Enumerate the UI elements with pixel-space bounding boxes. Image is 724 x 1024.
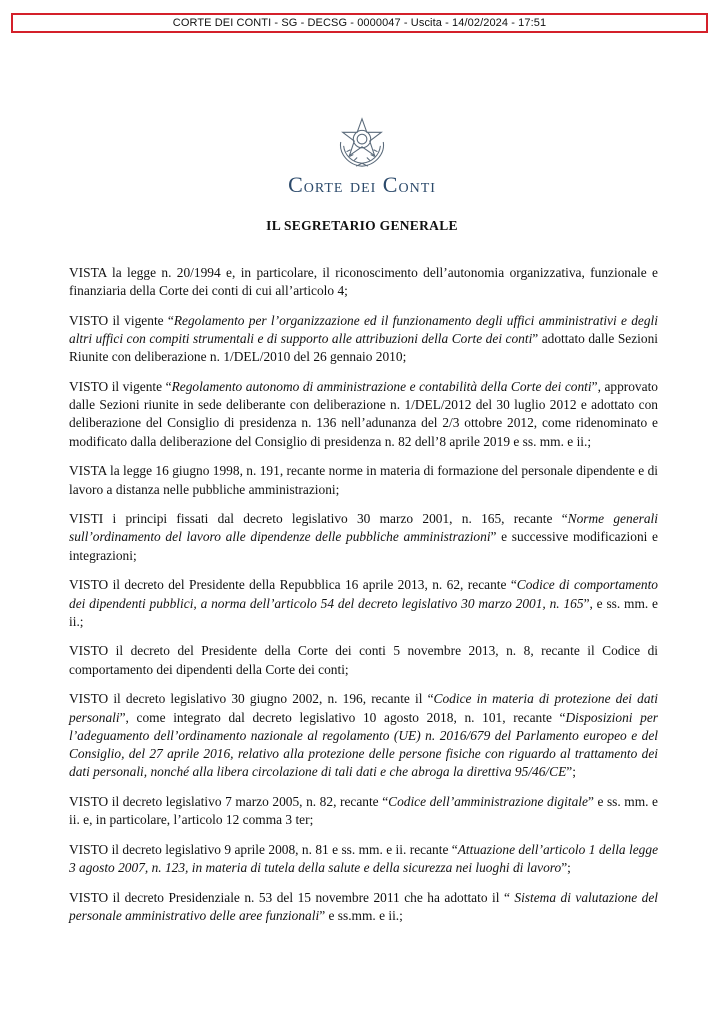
paragraph-2-text-c: ” adottato dalle Sezioni Riunite con deliberazione n. 1/DEL/2010 del 26 gennaio 2010; <box>69 331 659 365</box>
paragraph-11 <box>69 889 658 925</box>
paragraph-4-text: VISTA la legge 16 giugno 1998, n. 191, recante norme in materia di formazione del personale dipendente e di lavoro a distanza nelle pubbliche amministrazioni; <box>69 463 658 497</box>
logo-c2: C <box>382 172 399 197</box>
paragraph-8-text-e: ”; <box>566 764 576 780</box>
paragraph-8-title-2: Disposizioni per l’adeguamento dell’ordinamento nazionale al regolamento (UE) n. 2016/679 del Parlamento europeo e del Consiglio, del 27 aprile 2016, relativo alla protezione delle persone fisiche con riguardo al trattamento dei dati personali, nonché alla libera circolazione di tali dati e che abroga la direttiva 95/46/CE <box>69 709 658 780</box>
paragraph-11-text-c: ” e ss.mm. e ii.; <box>319 907 403 923</box>
paragraph-9-text-c: ” e ss. mm. e ii. e, in particolare, l’articolo 12 comma 3 ter; <box>69 793 658 828</box>
paragraph-9-title: Codice dell’amministrazione digitale <box>388 793 588 809</box>
logo-orte: ORTE <box>303 181 344 196</box>
republic-emblem-icon <box>333 113 391 171</box>
paragraph-6-title: Codice di comportamento dei dipendenti pubblici, a norma dell’articolo 54 del decreto legislativo 30 marzo 2001, n. 165 <box>69 577 658 611</box>
paragraph-3-text-c: ”, approvato dalle Sezioni riunite in sede deliberante con deliberazione n. 1/DEL/2012 del 30 luglio 2012 e adottato con deliberazione del Consiglio di presidenza n. 136 nell’adunanza del 2/3 ottobre 2012, come ridenominato e modificato dalla deliberazione del Consiglio di presidenza n. 82 dell’8 aprile 2019 e ss. mm. e ii.; <box>69 379 658 449</box>
paragraph-10-text-c: ”; <box>561 859 571 875</box>
paragraph-2-title: Regolamento per l’organizzazione ed il funzionamento degli uffici amministrativi e degli altri uffici con compiti strumentali e di supporto alle attribuzioni della Corte dei conti <box>69 312 658 347</box>
paragraph-2-text-a: VISTO il vigente “ <box>69 312 174 328</box>
paragraph-11-title: Sistema di valutazione del personale amministrativo delle aree funzionali <box>69 889 658 923</box>
paragraph-3-title: Regolamento autonomo di amministrazione e contabilità della Corte dei conti <box>171 379 592 395</box>
logo-c1: C <box>288 172 304 197</box>
paragraph-6-text-c: ”, e ss. mm. e ii.; <box>69 595 658 629</box>
paragraph-5 <box>69 510 658 565</box>
paragraph-10 <box>69 841 658 877</box>
paragraph-7 <box>69 642 658 678</box>
paragraph-9 <box>69 793 658 829</box>
paragraph-10-title: Attuazione dell’articolo 1 della legge 3 agosto 2007, n. 123, in materia di tutela della salute e della sicurezza nei luoghi di lavoro <box>69 841 659 875</box>
paragraph-10-text-a: VISTO il decreto legislativo 9 aprile 2008, n. 81 e ss. mm. e ii. recante “ <box>69 841 458 857</box>
paragraph-5-text-c: ” e successive modificazioni e integrazioni; <box>69 529 658 563</box>
paragraph-1-text: VISTA la legge n. 20/1994 e, in particolare, il riconoscimento dell’autonomia organizzativa, funzionale e finanziaria della Corte dei conti di cui all’articolo 4; <box>69 265 658 299</box>
paragraph-9-text-a: VISTO il decreto legislativo 7 marzo 2005, n. 82, recante “ <box>69 793 389 809</box>
paragraph-1 <box>69 264 658 300</box>
paragraph-8-text-a: VISTO il decreto legislativo 30 giugno 2002, n. 196, recante il “ <box>69 691 434 707</box>
corte-dei-conti-logo <box>0 172 724 198</box>
paragraph-3-text-a: VISTO il vigente “ <box>69 379 172 395</box>
protocol-stamp <box>11 13 708 33</box>
paragraph-4 <box>69 462 658 498</box>
paragraph-3 <box>69 378 658 451</box>
logo-onti: ONTI <box>398 181 436 196</box>
paragraph-5-title: Norme generali sull’ordinamento del lavoro alle dipendenze delle pubbliche amministrazioni <box>69 511 658 545</box>
paragraph-5-text-a: VISTI i principi fissati dal decreto legislativo 30 marzo 2001, n. 165, recante “ <box>69 511 568 527</box>
protocol-stamp-text: CORTE DEI CONTI - SG - DECSG - 0000047 - Uscita - 14/02/2024 - 17:51 <box>172 17 547 29</box>
paragraph-8-text-c: ”, come integrato dal decreto legislativo 10 agosto 2018, n. 101, recante “ <box>119 709 566 725</box>
paragraph-11-text-a: VISTO il decreto Presidenziale n. 53 del 15 novembre 2011 che ha adottato il “ <box>69 889 515 905</box>
paragraph-6-text-a: VISTO il decreto del Presidente della Repubblica 16 aprile 2013, n. 62, recante “ <box>69 577 517 593</box>
page-title: IL SEGRETARIO GENERALE <box>266 218 458 233</box>
document-body <box>69 264 658 937</box>
logo-dei: DEI <box>349 181 377 196</box>
paragraph-8-title-1: Codice in materia di protezione dei dati personali <box>69 691 658 725</box>
paragraph-2 <box>69 312 658 367</box>
paragraph-7-text: VISTO il decreto del Presidente della Corte dei conti 5 novembre 2013, n. 8, recante il Codice di comportamento dei dipendenti della Corte dei conti; <box>69 643 658 677</box>
paragraph-6 <box>69 576 658 631</box>
paragraph-8 <box>69 690 658 781</box>
